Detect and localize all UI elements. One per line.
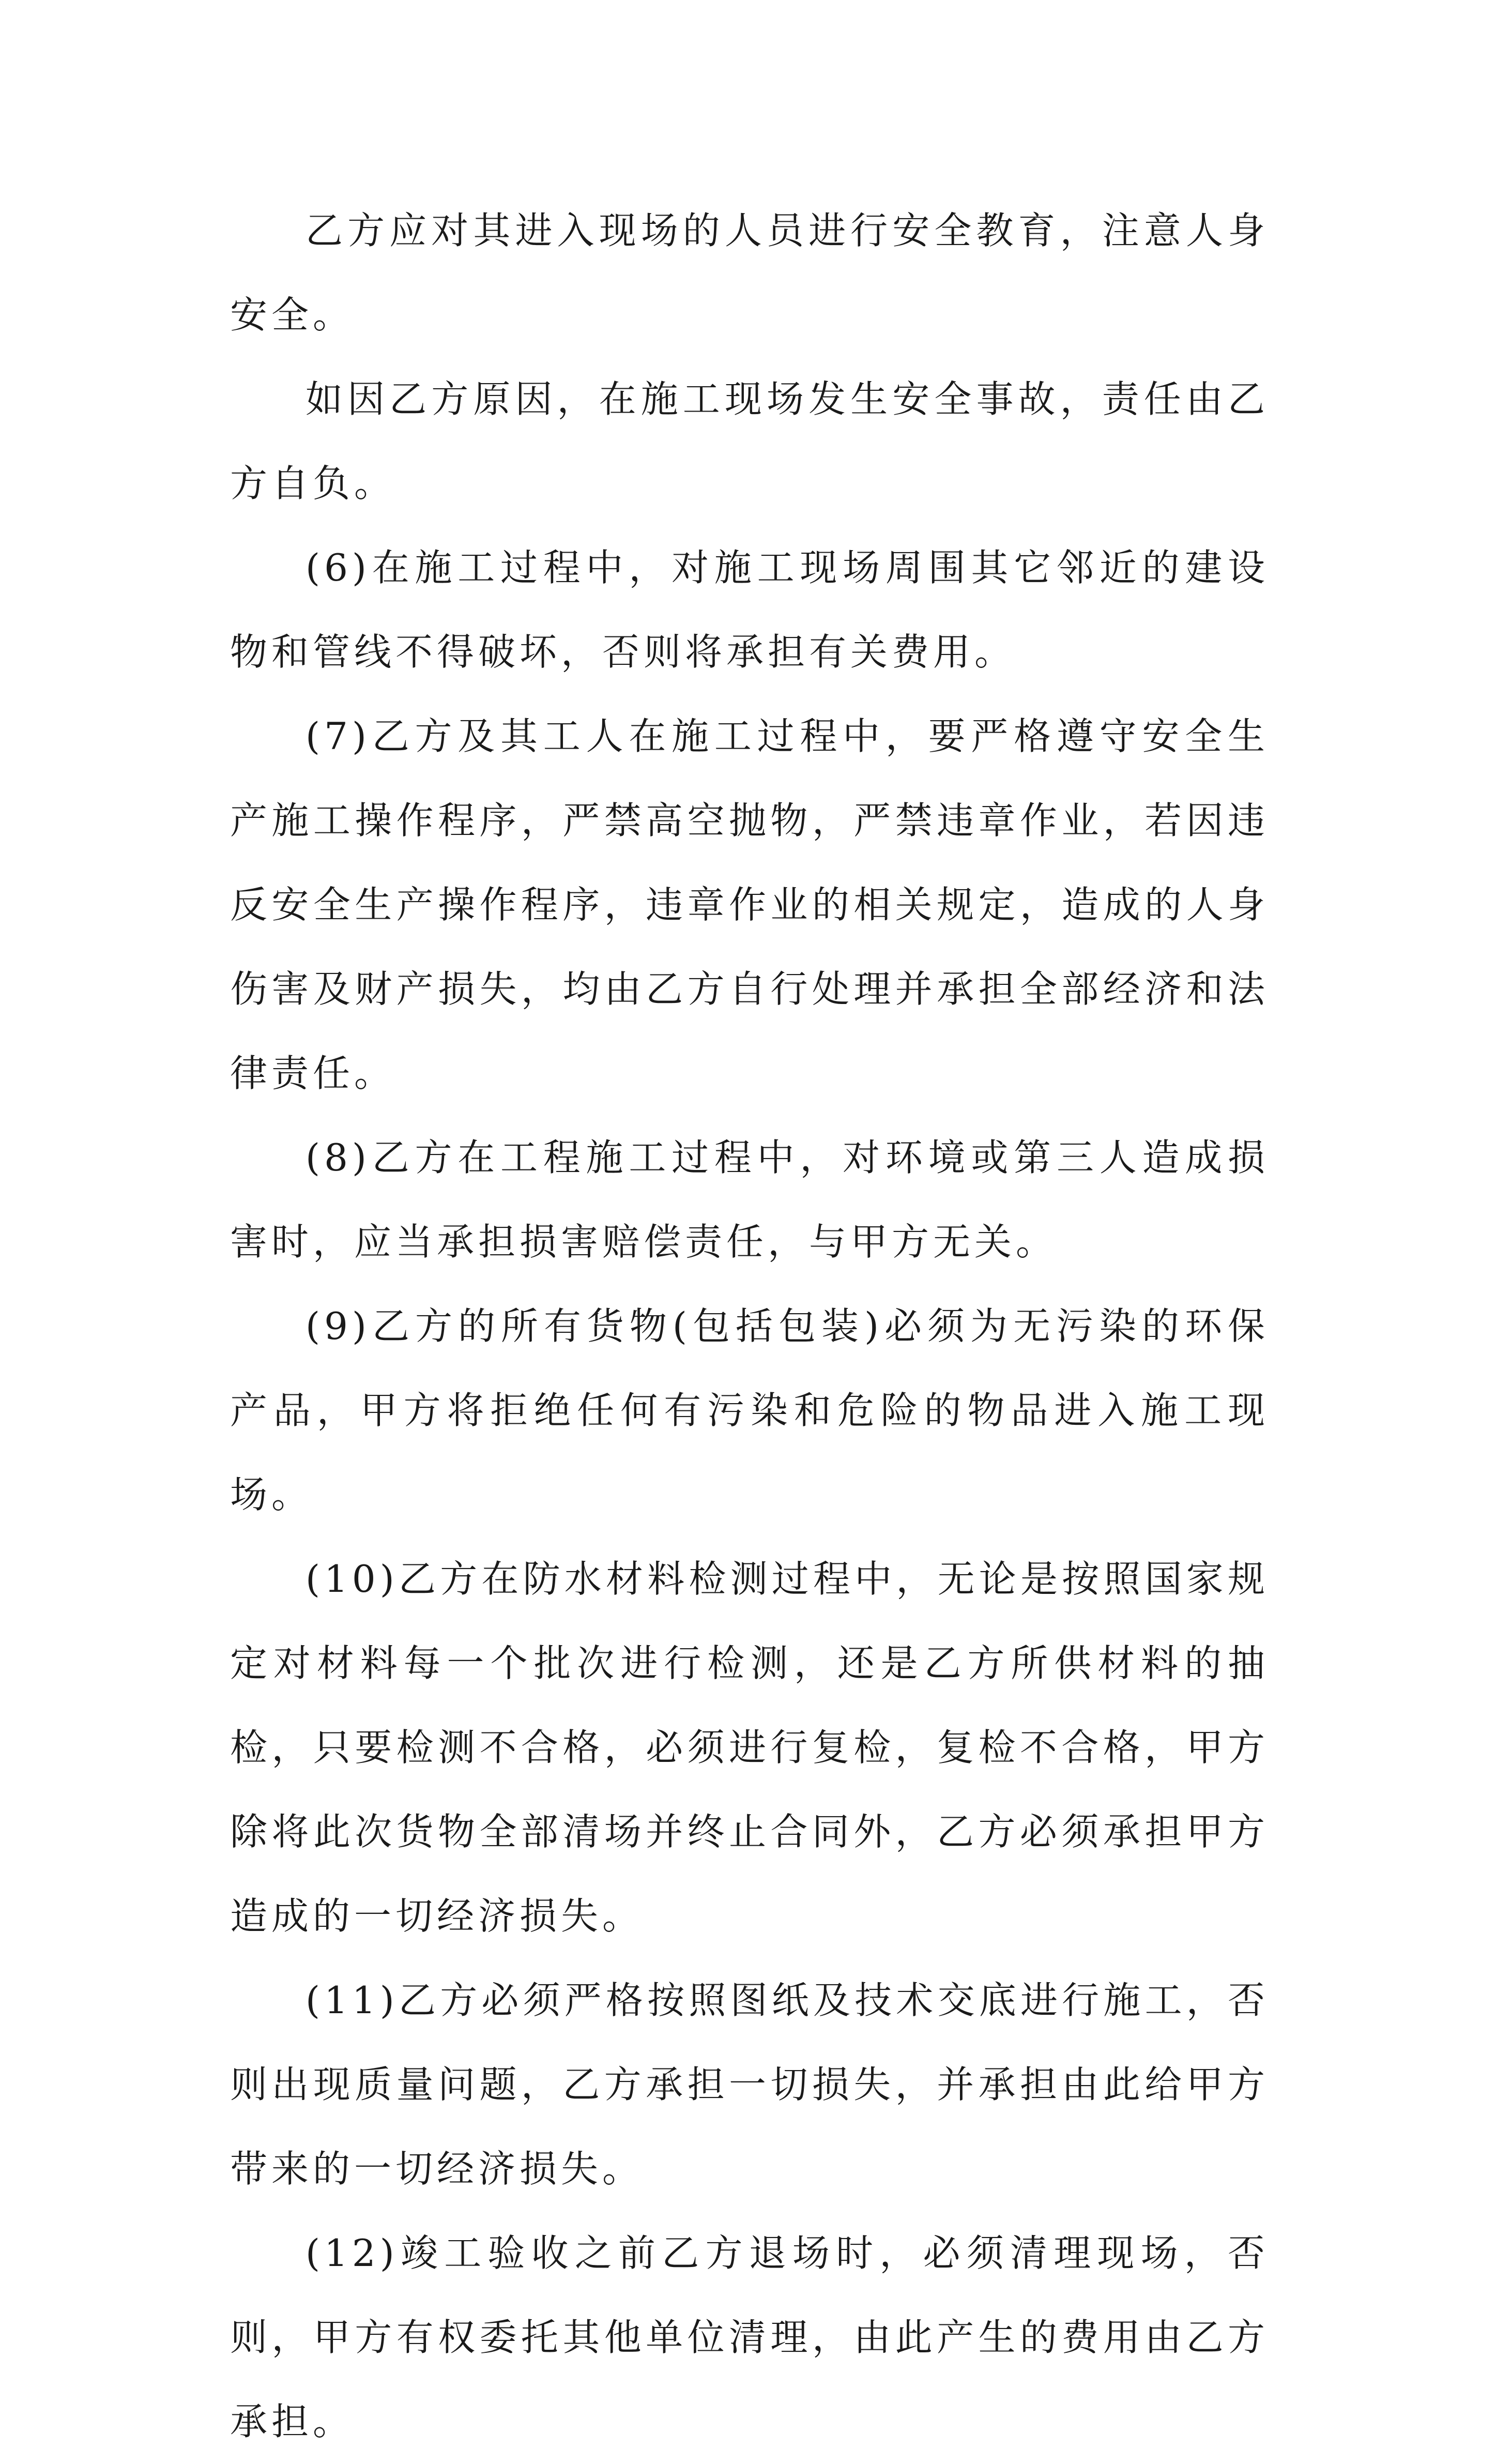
clause-6: (6)在施工过程中，对施工现场周围其它邻近的建设物和管线不得破坏，否则将承担有关费用。 (230, 546, 1269, 674)
paragraph-safety-education: 乙方应对其进入现场的人员进行安全教育，注意人身安全。 (230, 209, 1269, 337)
paragraph-accident-responsibility: 如因乙方原因，在施工现场发生安全事故，责任由乙方自负。 (230, 377, 1269, 505)
clause-9: (9)乙方的所有货物(包括包装)必须为无污染的环保产品，甲方将拒绝任何有污染和危险的物品进入施工现场。 (230, 1304, 1269, 1516)
clause-11: (11)乙方必须严格按照图纸及技术交底进行施工，否则出现质量问题，乙方承担一切损失，并承担由此给甲方带来的一切经济损失。 (230, 1979, 1269, 2191)
document-body (230, 189, 1269, 2464)
clause-10: (10)乙方在防水材料检测过程中，无论是按照国家规定对材料每一个批次进行检测，还是乙方所供材料的抽检，只要检测不合格，必须进行复检，复检不合格，甲方除将此次货物全部清场并终止合同外，乙方必须承担甲方造成的一切经济损失。 (230, 1557, 1269, 1938)
clause-12: (12)竣工验收之前乙方退场时，必须清理现场，否则，甲方有权委托其他单位清理，由此产生的费用由乙方承担。 (230, 2231, 1269, 2443)
clause-7: (7)乙方及其工人在施工过程中，要严格遵守安全生产施工操作程序，严禁高空抛物，严禁违章作业，若因违反安全生产操作程序，违章作业的相关规定，造成的人身伤害及财产损失，均由乙方自行处理并承担全部经济和法律责任。 (230, 714, 1269, 1095)
clause-8: (8)乙方在工程施工过程中，对环境或第三人造成损害时，应当承担损害赔偿责任，与甲方无关。 (230, 1136, 1269, 1264)
